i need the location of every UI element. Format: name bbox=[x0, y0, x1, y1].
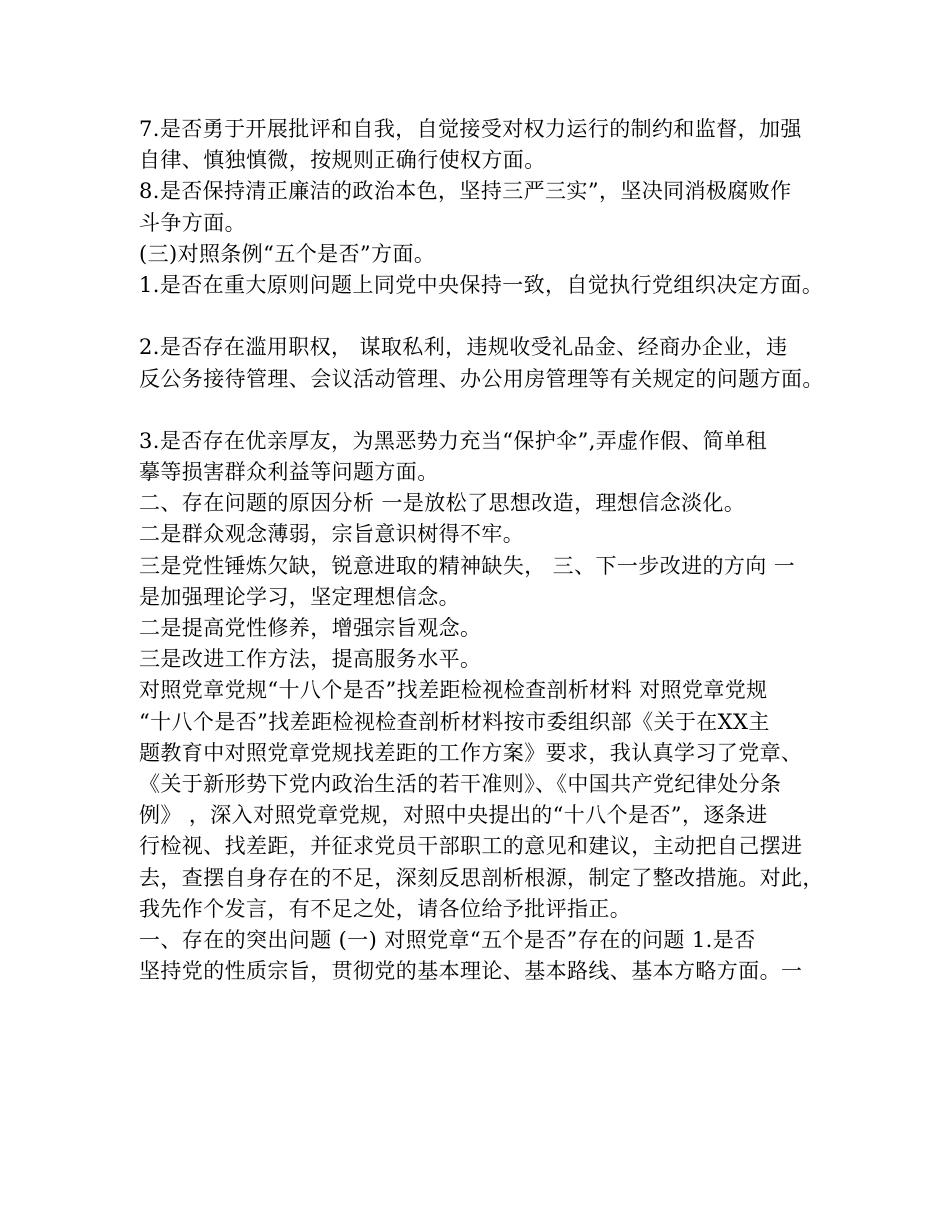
blank-line bbox=[139, 301, 829, 332]
document-body bbox=[139, 114, 829, 987]
text-line: 自律、慎独慎微，按规则正确行使权方面。 bbox=[139, 148, 546, 173]
text-line: 例》 ，深入对照党章党规，对照中央提出的“十八个是否”，逐条进 bbox=[139, 803, 768, 828]
blank-line bbox=[139, 395, 829, 426]
text-line: 坚持党的性质宗旨，贯彻党的基本理论、基本路线、基本方略方面。一 bbox=[139, 959, 803, 984]
document-title-line: 对照党章党规“十八个是否”找差距检视检查剖析材料 对照党章党规 bbox=[139, 678, 768, 703]
text-line: 斗争方面。 bbox=[139, 210, 246, 235]
text-line: “十八个是否”找差距检视检查剖析材料按市委组织部《关于在XX主 bbox=[139, 709, 770, 734]
text-line: 二是群众观念薄弱，宗旨意识树得不牢。 bbox=[139, 522, 525, 547]
text-line: 我先作个发言，有不足之处，请各位给予批评指正。 bbox=[139, 896, 632, 921]
text-line: 反公务接待管理、会议活动管理、办公用房管理等有关规定的问题方面。 bbox=[139, 366, 824, 391]
section-heading: (三)对照条例“五个是否”方面。 bbox=[139, 241, 436, 266]
text-line: 二是提高党性修养，增强宗旨观念。 bbox=[139, 616, 482, 640]
text-line: 《关于新形势下党内政治生活的若干准则》、《中国共产党纪律处分条 bbox=[139, 771, 782, 796]
text-line: 去，查摆自身存在的不足，深刻反思剖析根源，制定了整改措施。对此， bbox=[139, 865, 824, 890]
text-line: 是加强理论学习，坚定理想信念。 bbox=[139, 584, 460, 609]
text-line: 3.是否存在优亲厚友，为黑恶势力充当“保护伞”,弄虚作假、简单租 bbox=[139, 428, 767, 453]
text-line: 摹等损害群众利益等问题方面。 bbox=[139, 460, 439, 485]
text-line: 行检视、找差距，并征求党员干部职工的意见和建议，主动把自己摆进 bbox=[139, 834, 803, 859]
text-line: 三是改进工作方法，提高服务水平。 bbox=[139, 647, 482, 672]
section-heading: 一、存在的突出问题 (一) 对照党章“五个是否”存在的问题 1.是否 bbox=[139, 927, 756, 952]
text-line: 1.是否在重大原则问题上同党中央保持一致，自觉执行党组织决定方面。 bbox=[139, 272, 824, 297]
section-heading: 二、存在问题的原因分析 一是放松了思想改造，理想信念淡化。 bbox=[139, 491, 746, 516]
text-line: 7.是否勇于开展批评和自我，自觉接受对权力运行的制约和监督，加强 bbox=[139, 117, 802, 141]
text-line: 2.是否存在滥用职权， 谋取私利，违规收受礼品金、经商办企业，违 bbox=[139, 335, 788, 360]
text-line: 8.是否保持清正廉洁的政治本色，坚持三严三实”，坚决同消极腐败作 bbox=[139, 179, 792, 204]
text-line: 三是党性锤炼欠缺，锐意进取的精神缺失， 三、下一步改进的方向 一 bbox=[139, 553, 796, 578]
text-line: 题教育中对照党章党规找差距的工作方案》要求，我认真学习了党章、 bbox=[139, 740, 803, 765]
